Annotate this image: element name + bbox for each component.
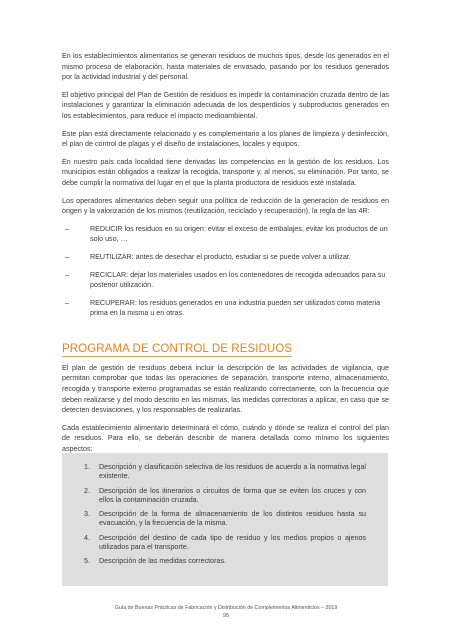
list-item-text: Descripción de las medidas correctoras. [99, 557, 226, 566]
aspects-box [62, 453, 388, 586]
intro-paragraph-1: En los establecimientos alimentarios se generan residuos de muchos tipos, desde los generados en el mismo proceso de elaboración, hasta materiales de envasado, pasando por los residuos generados por la actividad industrial y del personal. [62, 52, 389, 82]
dash-bullet: – [65, 298, 69, 307]
list-item-text: REDUCIR los residuos en su origen: evitar el exceso de embalajes, evitar los productos de un solo uso, … [90, 224, 388, 244]
four-r-list [62, 224, 389, 319]
intro-paragraph-3: Este plan está directamente relacionado y es complementario a los planes de limpieza y desinfección, el plan de control de plagas y el diseño de instalaciones, locales y equipos. [62, 129, 389, 149]
section-paragraph-2: Cada establecimiento alimentario determinará el cómo, cuándo y dónde se realiza el control del plan de residuos. Para ello, se deberán describir de manera detallada como mínimo los siguientes aspectos: [62, 423, 389, 454]
list-item [84, 510, 366, 529]
list-item-text: Descripción y clasificación selectiva de los residuos de acuerdo a la normativa legal existente. [99, 463, 366, 481]
footer-page-number: 95 [223, 613, 229, 619]
list-item [62, 224, 389, 245]
list-number: 4. [84, 533, 90, 542]
list-item [84, 534, 366, 553]
list-number: 3. [84, 510, 90, 519]
aspects-list [84, 463, 366, 567]
list-item-text: Descripción del destino de cada tipo de residuo y los medios propios o ajenos utilizados para el transporte. [99, 533, 366, 552]
list-item [84, 487, 366, 506]
section-heading: PROGRAMA DE CONTROL DE RESIDUOS [62, 342, 293, 355]
intro-paragraph-5: Los operadores alimentarios deben seguir una política de reducción de la generación de residuos en origen y la valorización de los mismos (reutilización, reciclado y recuperación), la regla de las 4R: [62, 196, 389, 216]
list-item-text: RECUPERAR: los residuos generados en una industria pueden ser utilizados como materia prima en la misma u en otras. [90, 298, 381, 318]
list-item [62, 298, 389, 319]
list-number: 2. [84, 486, 90, 495]
dash-bullet: – [65, 252, 69, 261]
dash-bullet: – [65, 270, 69, 279]
list-item-text: RECICLAR: dejar los materiales usados en los contenedores de recogida adecuados para su posterior utilización. [90, 270, 386, 290]
footer-guide-title: Guía de Buenas Prácticas de Fabricación y Distribución de Complementos Alimenticios – 2019 [114, 605, 338, 611]
list-item [84, 463, 366, 482]
list-item-text: REUTILIZAR: antes de desechar el producto, estudiar si se puede volver a utilizar. [90, 252, 351, 261]
section-body [62, 363, 389, 455]
section-paragraph-1: El plan de gestión de residuos deberá incluir la descripción de las actividades de vigilancia, que permitan comprobar que todas las operaciones de separación, transporte interno, almacenamiento, recogida y transporte externo programadas se están realizando correctamente, con la frecuencia que deben realizarse y del modo descrito en las mismas, las medidas correctoras a aplicar, en caso que se detecten desviaciones, y los responsables de realizarlas. [62, 363, 389, 415]
list-item [62, 270, 389, 291]
list-number: 1. [84, 463, 90, 471]
list-item-text: Descripción de la forma de almacenamiento de los distintos residuos hasta su evacuación, y la frecuencia de la misma. [99, 510, 366, 528]
list-number: 5. [84, 557, 90, 566]
intro-paragraph-2: El objetivo principal del Plan de Gestión de residuos es impedir la contaminación cruzada dentro de las instalaciones y garantizar la eliminación adecuada de los desperdicios y subproductos generados en los establecimientos, para reducir el impacto medioambiental. [62, 90, 389, 120]
list-item [84, 557, 366, 566]
dash-bullet: – [65, 224, 69, 233]
list-item [62, 252, 389, 263]
document-body [62, 51, 389, 462]
intro-paragraph-4: En nuestro país cada localidad tiene derivadas las competencias en la gestión de los residuos. Los municipios están obligados a realizar la recogida, transporte y, al menos, su eliminación. Por tanto, se debe cumplir la normativa del lugar en el que la planta productora de residuos esté instalada. [62, 157, 389, 187]
list-item-text: Descripción de los itinerarios o circuitos de forma que se eviten los cruces y con ellos la contaminación cruzada. [99, 486, 366, 504]
